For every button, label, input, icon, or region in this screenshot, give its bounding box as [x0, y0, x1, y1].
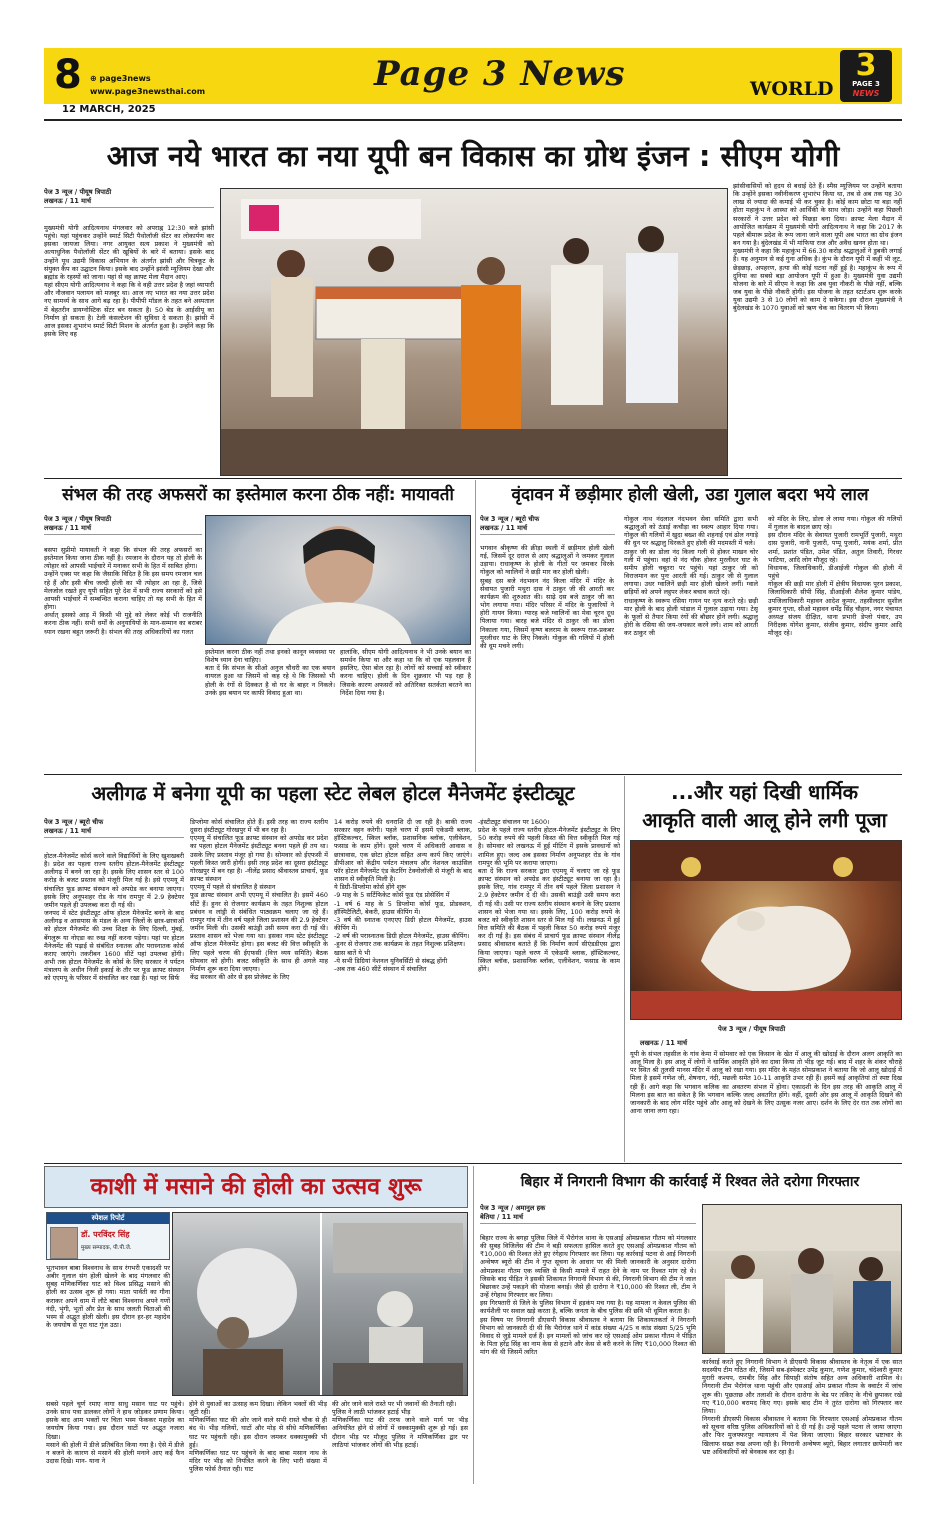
- kashi-headline-box: [44, 1166, 468, 1208]
- potato-body: यूपी के संभल तहसील के गांव केमा में सोमवार को एक किसान के खेत में आलू की खोदाई के दौरान अलग आकृति का आलू मिला है। इस आलू में लोगों ने धार्मिक आकृति होने का दावा किया तो भीड़ जुट गई। बाद में शहर के शंकर चौराहे पर स्थित श्री तुलसी मानस मंदिर में आलू को रखा गया। इस मंदिर के महंत सोमप्रकाश ने बताया कि जो आलू खोदाई में मिला है इसमें गणेश जी, शेषनाग, नंदी, मछली समेत 10-11 आकृति उभर रही हैं। इसमें कई आकृतियां तो स्पष्ट दिख रही हैं। आगे कहा कि भगवान कलिक का अवतरण संभल में होना। एकादशी के दिन इस तरह की आकृति आलू में मिलना इस बात का संकेत है कि भगवान कल्कि जल्द अवतरित होंगे। वहीं, दूसरी ओर इस आलू में आकृति दिखने की जानकारी के बाद लोग मंदिर पहुंचे और आलू को देखने के लिए उत्सुक नजर आए। दर्शन के लिए देर रात तक लोगों का आना जाना लगा रहा।: [630, 1050, 902, 1116]
- lead-place: लखनऊ / 11 मार्च: [44, 197, 92, 205]
- ash-face-icon: [377, 1291, 413, 1327]
- person-head-icon: [859, 1257, 883, 1281]
- lead-column-1: मुख्यमंत्री योगी आदित्यनाथ मंगलवार को अपराह्न 12:30 बजे झांसी पहुंचे। यहां पहुंचकर उन्होंने स्मार्ट सिटी पैथोलॉजी सेंटर का लोकार्पण कर इसका जायजा लिया। नगर आयुक्त सत्य प्रकाश ने मुख्यमंत्री को अत्याधुनिक पैथोलॉजी सेंटर की खूबियों के बारे में बताया। इसके बाद उन्होंने यूथ उद्यमी विकास अभियान के अंतर्गत झांसी और चित्रकूट के संयुक्त कैंप का उद्घाटन किया। इसके बाद उन्होंने झांसी म्यूजियम देखा और ब्रह्मांड के रहस्यों को जाना। यहां से वह क्राफ्ट मेला मैदान आए। यहां सीएम योगी आदित्यनाथ ने कहा कि वे वही उत्तर प्रदेश है जहां व्यापारी और नौजवान पलायन को मजबूर था। आज नए भारत का नया उत्तर प्रदेश नए सामर्थ्य के साथ आगे बढ़ रहा है। पीपीपी मॉडल के तहत बने अस्पताल में बेहतरीन डायग्नोस्टिक सेंटर बन सकता है। 50 बेड के आईसीयू का निर्माण हो सकता है। टेली कंसल्टेशन की सुविधा दे सकता है। झांसी में आज इसका शुभारंभ स्मार्ट सिटी मिशन के अंतर्गत हुआ है। उन्होंने कहा कि इसके लिए वह: [44, 224, 214, 339]
- person-head-icon: [368, 246, 394, 272]
- potato-headline-line1: ...और यहां दिखी धार्मिक: [670, 780, 859, 804]
- crowd-bottom: [333, 1363, 463, 1396]
- column-divider-right: [624, 776, 625, 1162]
- social-icon: ⊕: [90, 74, 100, 83]
- mayawati-column-3: हालांकि, सीएम योगी आदित्यनाथ ने भी उनके बयान का समर्थन किया था और कहा था कि वो एक पहलवान हैं इसलिए, ऐसा बोल रहा है। लोगों को सच्चाई को स्वीकार करना चाहिए। होली के दिन शुक्रवार भी पड़ रहा है जिसके कारण अफसरों को अतिरिक्त सतर्कता बरतने का निर्देश दिया गया है।: [340, 648, 471, 697]
- bihar-headline: बिहार में निगरानी विभाग की कार्रवाई में रिश्वत लेते दरोगा गिरफ्तार: [520, 1174, 860, 1190]
- audience-row: [221, 429, 728, 476]
- mayawati-photo: [205, 515, 471, 645]
- mayawati-byline: [44, 515, 202, 539]
- potato-bump: [737, 911, 765, 931]
- lead-byline: [44, 188, 214, 214]
- mayawati-photo-illustration: [206, 516, 471, 645]
- vrindavan-place: लखनऊ / 11 मार्च: [480, 524, 528, 532]
- person-figure: [551, 265, 603, 405]
- person-figure: [791, 1274, 833, 1354]
- mayawati-place: लखनऊ / 11 मार्च: [44, 524, 92, 532]
- vrindavan-column-3: को मंदिर के लिए, डोला ले लाया गया। गोकुल की गलियों में गुलाल के बादल छाए रहे। इस दौरान मंदिर के सेवायत पुजारी रामभूर्ति पुजारी, मथुरा दास पुजारी, नानी पुजारी, पप्पू पुजारी, मयंक शर्मा, प्रीत शर्मा, प्रशांत पंडित, उमेश पंडित, अतुल तिवारी, गिरधर भाटिया, आदि लोग मौजूद रहे। विधायक, जिलाधिकारी, डीआईजी गोकुल की होली में पहुंचे गोकुल की छड़ी मार होली में क्षेत्रीय विधायक पूरन प्रकाश, जिलाधिकारी सीपी सिंह, डीआईजी शैलेश कुमार पांडेय, उपजिलाधिकारी महावन आदेश कुमार, तहसीलदार सुशील कुमार गुप्ता, सीओ महावन धर्मेंद्र सिंह चौहान, नगर पंचायत अध्यक्ष संजय दीक्षित, थाना प्रभारी डेप्लो पंवार, उप निरीक्षक योगेश कुमार, संजीव कुमार, संदीप कुमार आदि मौजूद रहे।: [768, 515, 902, 638]
- mayawati-headline: संभल की तरह अफसरों का इस्तेमाल करना ठीक नहीं: मायावती: [62, 485, 454, 505]
- decoration-icon: [833, 857, 853, 877]
- person-figure: [725, 1279, 763, 1354]
- vrindavan-author: पेज 3 न्यूज / ब्यूरो चीफ: [480, 515, 540, 523]
- decoration-icon: [681, 857, 701, 877]
- person-figure: [361, 339, 405, 439]
- person-head-icon: [477, 257, 505, 285]
- potato-photo: [630, 840, 902, 1020]
- aligarh-column-3: 14 करोड़ रुपये की धनराशि दी जा रही है। बाकी राज्य सरकार वहन करेगी। पहले चरण में इसमें एकेडमी ब्लाक, हॉस्टिकल्चर, स्किल ब्लॉक, प्रशासनिक ब्लॉक, एलीवेशन, फसाड के काम होंगे। दूसरे चरण में अधिकारी आवास व छात्रावास, एक छोटा होटल सहित अन्य कार्य किए जाएंगे। डीपीआर को केंद्रीय पर्यटन मंत्रालय और नेशनल काउंसिल फॉर होटल मैनेजमेंट एंड केटरिंग टेक्नोलॉजी से मंजूरी के बाद शासन से स्वीकृति मिली है। ये डिग्री-डिप्लोमा कोर्स होंगे शुरू -9 माह के 5 सर्टिफिकेट कोर्स फूड एंड प्रोसेसिंग में -1 वर्ष 6 माह के 5 डिप्लोमा कोर्स फूड, प्रोडक्शन, हॉस्पिटैलिटी, बेकरी, हाउस कीपिंग में। -3 वर्ष की स्नातक एनएएए डिग्री होटल मैनेजमेंट, हाउस कीपिंग में। -2 वर्ष की परास्नातक डिग्री होटल मैनेजमेंट, हाउस कीपिंग। -हुनर से रोजगार तक कार्यक्रम के तहत निशुल्क प्रशिक्षण। खास बातें ये भी -ये सभी डिग्रियां नेशनल यूनिवर्सिटी से संबद्ध होंगी -अब तक 460 सीटें संस्थान में संचालित: [334, 818, 472, 973]
- person-figure: [271, 277, 313, 397]
- page-number: 8: [54, 52, 82, 98]
- author-role: मुख्य सम्पादक, पी.पी.जे.: [81, 1245, 132, 1251]
- bihar-photo: [702, 1204, 902, 1354]
- newspaper-logo: Page 3 News: [374, 54, 626, 94]
- column-divider-bottom: [473, 1166, 474, 1484]
- mayawati-author: पेज 3 न्यूज / पीयूष त्रिपाठी: [44, 515, 112, 523]
- cloth-base: [631, 991, 902, 1020]
- social-handle: ⊕ page3news: [90, 74, 151, 83]
- person-figure: [626, 253, 678, 403]
- badge-line1: PAGE 3: [852, 80, 880, 88]
- ash-cloud: [197, 1248, 297, 1338]
- person-head-icon: [217, 1317, 249, 1349]
- column-divider-mid: [475, 480, 476, 772]
- aligarh-author: पेज 3 न्यूज / ब्यूरो चीफ: [44, 818, 104, 826]
- kashi-column-1: सबसे पहले चूर्ण रमाए नागा साधु मसान घाट पर पहुंचे। उनके साथ पत्रा डालकर लोगों ने हाथ जोड़कर प्रणाम किया। इसके बाद आम भक्तों पर चिता भस्म फेंककर महादेव का जयघोष किया गया। इस दौरान घाटों पर अद्भुत नजारा दिखा। मसाने की होली में डीजे प्रतिबंधित किया गया है। ऐसे में डीजे न बजने के कारण से मसाने की होली मनाने आए कई फैन उदास दिखे। मान- याना ने: [46, 1400, 184, 1466]
- potato-headline-line2: आकृति वाली आलू होने लगी पूजा: [642, 808, 887, 832]
- section-label: WORLD: [750, 78, 834, 100]
- aligarh-column-2: डिप्लोमा कोर्स संचालित होते हैं। इसी तरह का राज्य स्तरीय दूसरा इंस्टीट्यूट गोरखपुर में भी बन रहा है। एएमयू में संचालित फूड क्राफ्ट संस्थान को अपग्रेड कर प्रदेश का पहला होटल मैनेजमेंट इंस्टीट्यूट बनना पहले ही तय था। उसके लिए प्रस्ताव मंजूर हो गया है। सोमवार को ईएफसी में पहली किस्त जारी होगी। इसी तरह प्रदेश का दूसरा इंस्टीट्यूट गोरखपुर में बन रहा है। -नीलेंद्र प्रसाद श्रीवास्तव प्राचार्य, फूड क्राफ्ट संस्थान एएमयू में पहले से संचालित है संस्थान फूड क्राफ्ट संस्थान अभी एएमयू में संचालित है। इसमें 460 सीटें हैं। हुनर से रोजगार कार्यक्रम के तहत निशुल्क होटल प्रबंधन व लांड्री से संबंधित पाठ्यक्रम चलाए जा रहे हैं। रामपुर गांव में तीन वर्ष पहले जिला प्रशासन की 2.9 हेक्टेयर जमीन मिली थी। उसकी बाउंड्री उसी समय करा दी गई थी। प्रस्ताव शासन को भेजा गया था। इसका नाम स्टेट इंस्टीट्यूट ऑफ होटल मैनेजमेंट होगा। इस बजट की वित्त स्वीकृति के लिए पहले चरण की ईएफसी (वित्त व्यय समिति) बैठक सोमवार को होगी। बजट स्वीकृति के साथ ही अगले माह निर्माण शुरू करा दिया जाएगा। केंद्र सरकार की ओर से इस प्रोजेक्ट के लिए: [190, 818, 328, 981]
- special-report-label: स्पेशल रिपोर्ट: [47, 1213, 169, 1224]
- lead-headline: आज नये भारत का नया यूपी बन विकास का ग्रोथ इंजन : सीएम योगी: [106, 139, 840, 173]
- kashi-column-2: होने से युवाओं का उत्साह कम दिखा। लेकिन भक्तों की भीड़ जुटी रही। मणिकर्णिका घाट की ओर जाने वाले सभी रास्ते चौक से ही बंद थे। भीड़ गलियों, घाटों और मोड़ से सीधे मणिकर्णिका घाट पर पहुंचती रही। इस दौरान जमकर धक्कामुक्की भी हुई। मणिकर्णिका घाट पर पहुंचने के बाद बाबा मसान नाथ के मंदिर पर भीड़ को नियंत्रित करने के लिए भारी संख्या में पुलिस फोर्स तैनात रही। घाट: [189, 1400, 327, 1474]
- kashi-intro: भूतभावन बाबा विश्वनाथ के साथ रंगभरी एकादशी पर अबीर गुलाल संग होली खेलने के बाद मंगलवार की सुबह मणिकर्णिका घाट को विश्व प्रसिद्ध मसाने की होली का उत्सव शुरू हो गया। माता पार्वती का गौना कराकर अपने धाम में लौटे बाबा विश्वनाथ अपने गणों नंदी, भृंगी, भूतों और प्रेत के साथ जलती चिताओं की भस्म से अद्भुत होली खेली। इस दौरान हर-हर महादेव के जयघोष से पूरा घाट गूंज उठा।: [46, 1264, 170, 1330]
- bihar-place: बेतिया / 11 मार्च: [480, 1213, 524, 1221]
- masthead-rule: [44, 119, 902, 121]
- bihar-author: पेज 3 न्यूज / अमानुल हक: [480, 1204, 546, 1212]
- potato-photo-illustration: [631, 841, 902, 1020]
- mayawati-column-2: इस्तेमाल करना ठीक नहीं तथा इनको कानून व्यवस्था पर विशेष ध्यान देना चाहिए। बता दें कि संभल के सीओ अनुज चौधरी का एक बयान वायरल हुआ था जिसमें वो कह रहे थे कि जिसको भी होली के रंगों से दिक्कत है वो घर के बाहर न निकले। उनके इस बयान पर काफी विवाद हुआ था।: [205, 648, 335, 697]
- bihar-photo-illustration: [703, 1205, 902, 1354]
- bihar-column-2: कार्रवाई करते हुए निगरानी विभाग ने डीएसपी विकास श्रीवास्तव के नेतृत्व में एक सात सदस्यीय टीम गठित की, जिसमें सब-इंस्पेक्टर उपेंद्र कुमार, गणेश कुमार, चंदेश्वरी कुमार मुरारी कश्यप, रामबीर सिंह और सिपाही संतोष सहित अन्य अधिकारी शामिल थे। निगरानी टीम भैरोगंज थाना पहुंची और एसआई ओम प्रकाश गौतम के क्वार्टर में जांच शुरू की। पूछताछ और तलाशी के दौरान दारोगा के बेड पर तकिए के नीचे छुपाकर रखे गए ₹10,000 बरामद किए गए। इसके बाद टीम ने तुरंत दारोगा को गिरफ्तार कर लिया। निगरानी डीएसपी विकास श्रीवास्तव ने बताया कि गिरफ्तार एसआई ओमप्रकाश गौतम को सूचना वरिष्ठ पुलिस अधिकारियों को दे दी गई है। उन्हें पहले पटना ले जाया जाएगा और फिर मुजफ्फरपुर न्यायालय में पेश किया जाएगा। बिहार सरकार भ्रष्टाचार के खिलाफ सख्त रुख अपना रही है। निगरानी अन्वेषण ब्यूरो, बिहार लगातार छापेमारी कर भ्रष्ट अधिकारियों को बेनकाब कर रहा है।: [702, 1358, 902, 1456]
- person-head-icon: [798, 1248, 824, 1274]
- vrindavan-headline: वृंदावन में छड़ीमार होली खेली, उडा गुलाल बदरा भये लाल: [511, 485, 869, 505]
- attire-icon: [266, 602, 412, 645]
- aligarh-byline: [44, 818, 184, 842]
- kashi-photo: [172, 1212, 468, 1396]
- mayawati-column-1: बसपा सुप्रीमो मायावती ने कहा कि संभल की तरह अफसरों का इस्तेमाल किया जाना ठीक नहीं है। रमजान के दौरान यह तो होली के त्योहार को आपसी भाईचारे में मनाकर सभी के हित में साबित होगा। उन्होंने एक्स पर कहा कि जैसाकि विदित है कि इस समय रमजान चल रहे हैं और इसी बीच जल्दी होली का भी त्योहार आ रहा है, जिसे मेलजोल रखते हुए यूपी सहित पूरे देश में सभी राज्य सरकारों को इसे आपसी भाईचारे में सम्बन्धित कराना चाहिए तो यह सभी के हित में होगा। अर्थात् इसको आड़ में किसी भी मुद्दे को लेकर कोई भी राजनीति करना ठीक नहीं। सभी धर्मों के अनुयायियों के मान-सम्मान का बराबर ध्यान रखना बहुत जरूरी है। संभल की तरह अधिकारियों का गलत: [44, 546, 202, 636]
- middle-rule: [44, 774, 902, 775]
- kashi-column-3: की ओर जाने वाले रास्ते पर भी जवानों की तैनाती रही। पुलिस ने लाठी भांजकर हटाई भीड़ मणिकर्णिका घाट की तरफ जाने वाले मार्ग पर भीड़ अनियंत्रित होने से लोगों में धक्कामुक्की शुरू हो गई। इस दौरान भीड़ पर मौजूद पुलिस ने मणिकर्णिका द्वार पर लाठियां भांजकर लोगों की भीड़ हटाई।: [332, 1400, 468, 1449]
- person-head-icon: [563, 238, 589, 264]
- kashi-photo-illustration: [173, 1213, 468, 1396]
- vrindavan-column-2: गोकुल नाथ नंदलाल नंदभवन सेवा समिति द्वारा सभी श्रद्धालुओं को ठंडाई कचौड़ा का स्वल्प आहार दिया गया। गोकुल की गलियों में खुदा बख्श की शहनाई एवं ढोल नगाड़े की धुन पर श्रद्धालु थिरकते हुए होली की मदमस्ती में चले। ठाकुर जी का डोला नंद किला गली से होकर माखन चोर गली में पहुंचा। वहां से नंद चौक होकर मुरलीधर घाट के समीप होली चबूतरा पर पहुंचे। यहां ठाकुर जी को विराजमान कर पुनः आरती की गई। ठाकुर जी से गुलाल लगाया। उधर ग्वालिनें छड़ी मार होली खेलने लगीं। ग्वाले छड़ियों को अपने लट्ठपर लेकर बचाव करते रहे। राधाकृष्ण के स्वरूप रसिया गायन पर नृत्य करते रहे। छड़ी मार होली के बाद होली पांडाल में गुलाल उड़ाया गया। टेसू के फूलों से तैयार किया रंगों की बौछार होने लगी। श्रद्धालु होरी के रसिया की जय-जयकार करने लगे। शाम को आरती कर ठाकुर जी: [624, 515, 758, 638]
- badge-line2: NEWS: [852, 89, 880, 98]
- vrindavan-column-1: भगवान श्रीकृष्ण की क्रीड़ा स्थली में छड़ीमार होली खेली गई, जिसमें दूर दराज से आए श्रद्धालुओं ने जमकर गुलाल उड़ाया। राधाकृष्ण के होली के गीतों पर जमकर थिरके गोकुल को ग्वालिनों ने छड़ी मार कर होली खेली। सुबह दस बजे नंदभवन नंद किला मंदिर में मंदिर के सेवायत पुजारी मथुरा दास ने ठाकुर जी की आरती कर कार्यक्रम की शुरुआत की। साढ़े दस बजे ठाकुर जी का भोग लगाया गया। मंदिर परिसर में मंदिर के पुजारियों ने होरी गायन किया। ग्यारह बजे ग्वालिनों का मेवा चूरन दूध पिलाया गया। बारह बजे मंदिर से ठाकुर जी का डोला निकाला गया, जिसमें कृष्ण बलराम के स्वरूप राज-प्रकबर मुरलीधर घाट के लिए निकले। गोकुल की गलियों में होली की धूम मचने लगी।: [480, 544, 614, 650]
- badge-number: 3: [855, 48, 877, 83]
- bank-logo-icon: [249, 205, 279, 231]
- bihar-column-1: बिहार राज्य के बगहा पुलिस जिले में भैरोगंज थाना के एसआई ओमप्रकाश गौतम को मंगलवार की सुबह विजिलेंस की टीम ने बड़ी सफलता हासिल करते हुए एसआई ओमप्रकाश गौतम को ₹10,000 की रिश्वत लेते हुए रंगेहाथ गिरफ्तार कर लिया। यह कार्रवाई पटना से आई निगरानी अन्वेषण ब्यूरो की टीम ने गुप्त सूचना के आधार पर की मिली जानकारी के अनुसार दारोगा ओमप्रकाश गौतम एक व्यक्ति से किसी मामले में राहत देने के नाम पर रिश्वत मांग रहे थे। जिसके बाद पीड़ित ने इसकी शिकायत निगरानी विभाग से की, निगरानी विभाग की टीम ने जाल बिछाकर उन्हें पकड़ने की योजना बनाई। जैसे ही दारोगा ने ₹10,000 की रिश्वत ली, टीम ने उन्हें रंगेहाथ गिरफ्तार कर लिया। इस गिरफ्तारी से जिले के पुलिस विभाग में हड़कंप मच गया है। यह मामला न केवल पुलिस की कार्यशैली पर सवाल खड़े करता है, बल्कि जनता के बीच पुलिस की छवि भी धूमिल करता है। इस विषय पर निगरानी डीएसपी विकास श्रीवास्तव ने बताया कि शिकायतकर्ता ने निगरानी विभाग को जानकारी दी थी कि भैरोगंज थाने में कांड संख्या 4/25 व कांड संख्या 5/25 भूमि विवाद से जुड़े मामले दर्ज हैं। इन मामलों को जांच कर रहे एसआई ओम प्रकाश गौतम ने पीड़ित के पिता हरेंद्र सिंह का नाम केस से हटाने और केस से बरी करने के लिए ₹10,000 रिश्वत की मांग की थी जिसमें त्वरित: [480, 1234, 696, 1357]
- aligarh-place: लखनऊ / 11 मार्च: [44, 827, 92, 835]
- page3-badge: [840, 50, 892, 102]
- lead-bottom-rule: [44, 478, 902, 479]
- lead-photo-illustration: [221, 189, 728, 476]
- cm-saffron-robe: [461, 285, 521, 435]
- bihar-byline: [480, 1204, 696, 1228]
- author-name: डॉ. परविंदर सिंह: [81, 1230, 130, 1239]
- masthead: [44, 48, 902, 118]
- potato-place: लखनऊ / 11 मार्च: [640, 1039, 688, 1047]
- person-head-icon: [277, 250, 305, 278]
- author-avatar: [50, 1227, 78, 1259]
- lower-rule: [44, 1163, 902, 1164]
- wall: [703, 1205, 902, 1251]
- person-head-icon: [638, 226, 664, 252]
- person-head-icon: [731, 1255, 755, 1279]
- potato-photo-credit: पेज 3 न्यूज / पीयूष त्रिपाठी: [718, 1025, 786, 1033]
- temple-backdrop: [631, 841, 902, 881]
- vrindavan-byline: [480, 515, 615, 539]
- aligarh-headline: अलीगढ में बनेगा यूपी का पहला स्टेट लेबल होटल मैनेजमेंट इंस्टीट्यूट: [91, 782, 575, 805]
- lead-column-3: झांसीवासियों को हृदय से बधाई देते हैं। स्मैस म्यूजियम पर उन्होंने बताया कि उन्होंने इसका नवीनीकरण शुभारंभ किया था, तब से अब तक यह 30 लाख से ज्यादा की कमाई भी कर चुका है। कोई काम छोटा या बड़ा नहीं होता महाकुंभ ने आस्था को आर्थिकी के साथ जोड़ा। उन्होंने कहा पिछली सरकारों ने उत्तर प्रदेश को पिछड़ा बना दिया। क्राफ्ट मेला मैदान में आयोजित कार्यक्रम में मुख्यमंत्री योगी आदित्यनाथ ने कहा कि 2017 के पहले बीमारू प्रदेश के रूप जाना जाने वाला यूपी अब भारत का ग्रोथ इंजन बन गया है। बुंदेलखंड में भी मांफिया राज और अवैध खनन होता था। मुख्यमंत्री ने कहा कि महाकुंभ में 66.30 करोड़ श्रद्धालुओं ने डुबकी लगाई है। यह अनुमान से कई गुना अधिक है। कुंभ के दौरान यूपी में कहीं भी लूट, छेड़छाड़, अपहरण, हत्या की कोई घटना नहीं हुई है। महाकुंभ के रूप में दुनिया का सबसे बड़ा आयोजन यूपी में हुआ है। मुख्यमंत्री युवा उद्यमी योजना के बारे में सीएम ने कहा कि अब युवा नौकरी के पीछे नहीं, बल्कि जब युवा के पीछे नौकरी होगी। इस योजना के तहत स्टार्टअप शुरू करके युवा उद्यमी 3 से 10 लोगों को काम दे सकेगा। इस दौरान मुख्यमंत्री ने बुंदेलखंड के 1070 युवाओं को ऋण चेक का वितरण भी किया।: [733, 182, 902, 313]
- aligarh-column-4: -इंस्टीट्यूट संचालन पर 1600। प्रदेश के पहले राज्य स्तरीय होटल-मैनेजमेंट इंस्टीट्यूट के लिए 50 करोड़ रुपये की पहली किस्त की वित्त स्वीकृति मिल गई है। सोमवार को लखनऊ में हुई मीटिंग में इसके प्रावधानों को शामिल हुए। जल्द अब इसका निर्माण अनूपशहर रोड के गांव रामपुर की भूमि पर कराया जाएगा। बता दें कि राज्य सरकार द्वारा एएमयू में चलाए जा रहे फूड क्राफ्ट संस्थान को अपग्रेड कर इंस्टीट्यूट बनाया जा रहा है। इसके लिए, गांव रामपुर में तीन वर्ष पहले जिला प्रशासन ने 2.9 हेक्टेयर जमीन दे दी थी। उसकी बाउंड्री उसी समय करा दी गई थी। उसी पर राज्य स्तरीय संस्थान बनाने के लिए प्रस्ताव शासन को भेजा गया था। इसके लिए, 100 करोड़ रुपये के बजट को स्वीकृति शासन स्तर से मिल गई थी। लखनऊ में हुई वित्त समिति की बैठक में पहली किस्त 50 करोड़ रुपये मंजूर कर दी गई है। इस संबंध में प्राचार्य फूड क्राफ्ट संस्थान नीलेंद्र प्रसाद श्रीवास्तव बताते हैं कि निर्माण कार्य सीएंडडीएस द्वारा किया जाएगा। पहले चरण में एकेडमी ब्लाक, हॉस्टिकल्चर, स्किल ब्लॉक, प्रशासनिक ब्लॉक, एलीवेशन, फसाड के काम होंगे।: [478, 818, 620, 973]
- kashi-headline: काशी में मसाने की होली का उत्सव शुरू: [90, 1174, 422, 1200]
- lead-author: पेज 3 न्यूज / पीयूष त्रिपाठी: [44, 188, 112, 196]
- potato-icon: [701, 906, 851, 992]
- special-report-box: [46, 1212, 170, 1260]
- aligarh-column-1: होटल-मैनेजमेंट कोर्स करने वाले विद्यार्थियों के लिए खुशखबरी है। प्रदेश का पहला राज्य स्तरीय होटल-मैनेजमेंट इंस्टीट्यूट अलीगढ़ में बनने जा रहा है। इसके लिए शासन स्तर से 100 करोड़ के बजट प्रस्ताव को मंजूरी मिल गई है। इसे एएमयू में संचालित फूड क्राफ्ट संस्थान को अपग्रेड कर बनाया जाएगा। इसके लिए अनूपशहर रोड के गांव रामपुर में 2.9 हेक्टेयर जमीन पहले ही उपलब्ध करा दी गई थी। जनपद में स्टेट इंस्टीट्यूट ऑफ होटल मैनेजमेंट बनने के बाद अलीगढ़ व आसपास के मंडल के अन्य जिलों के छात्र-छात्राओं को होटल मैनेजमेंट की उच्च शिक्षा के लिए दिल्ली, मुंबई, बेंगलुरू या नोएडा का रुख नहीं करना पड़ेगा। यहां पर होटल मैनेजमेंट की पढ़ाई से संबंधित स्नातक और परास्नातक कोर्स कराए जाएंगे। तकरीबन 1600 सीटें यहां उपलब्ध होंगी। अभी तक होटल मैनेजमेंट के कोर्स के लिए सरकार ने पर्यटन मंत्रालय के अधीन निजी इकाई के तौर पर फूड क्राफ्ट संस्थान को एएमयू के परिसर में संचालित कर रखा है। यहां पर सिर्फ: [44, 852, 184, 983]
- website: www.page3newsthai.com: [90, 87, 206, 96]
- person-figure: [203, 1349, 283, 1396]
- lead-photo-cm-yogi: [220, 188, 728, 476]
- crowd-top: [333, 1223, 463, 1273]
- person-figure: [853, 1281, 891, 1354]
- issue-date: 12 MARCH, 2025: [62, 104, 156, 115]
